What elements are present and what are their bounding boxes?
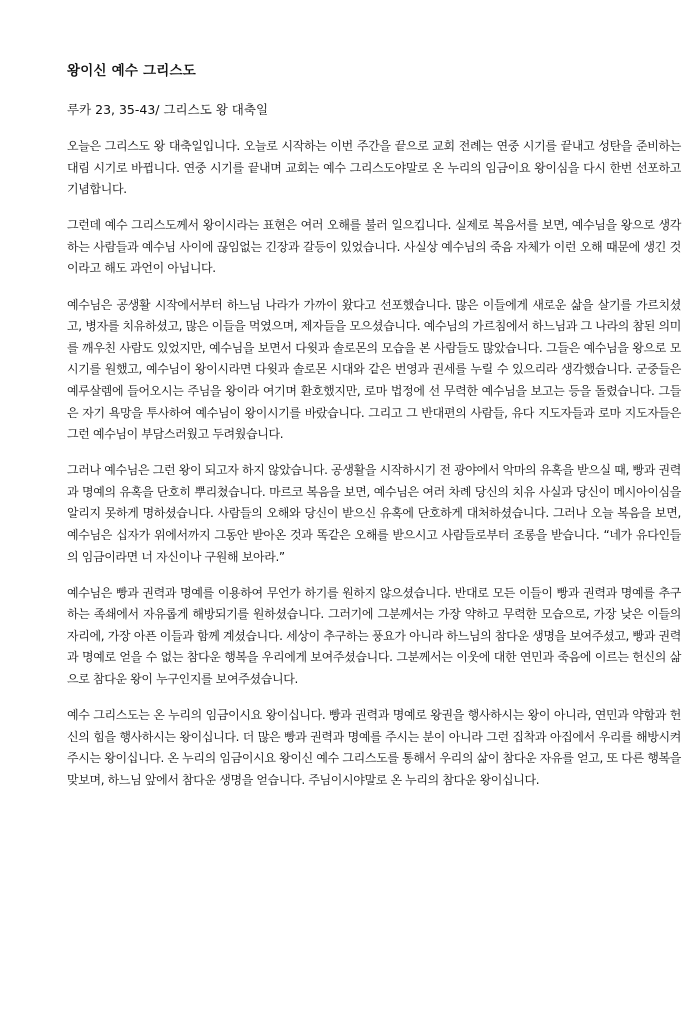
- paragraph-3: 예수님은 공생활 시작에서부터 하느님 나라가 가까이 왔다고 선포했습니다. 많은 이들에게 새로운 삶을 살기를 가르치셨고, 병자를 치유하셨고, 많은 이들을 먹였으며, 제자들을 모으셨습니다. 예수님의 가르침에서 하느님과 그 나라의 참된 의미를 깨우친 사람도 있었지만, 예수님을 보면서 다윗과 솔로몬의 모습을 본 사람들도 많았습니다. 그들은 예수님을 왕으로 모시기를 원했고, 예수님이 왕이시라면 다윗과 솔로몬 시대와 같은 번영과 권세를 누릴 수 있으리라 생각했습니다. 군중들은 예루살렘에 들어오시는 주님을 왕이라 여기며 환호했지만, 로마 법정에 선 무력한 예수님을 보고는 등을 돌렸습니다. 그들은 자기 욕망을 투사하여 예수님이 왕이시기를 바랐습니다. 그리고 그 반대편의 사람들, 유다 지도자들과 로마 지도자들은 그런 예수님이 부담스러웠고 두려웠습니다.: [67, 297, 681, 442]
- document-subtitle: 루카 23, 35-43/ 그리스도 왕 대축일: [67, 102, 269, 117]
- paragraph-5: 예수님은 빵과 권력과 명예를 이용하여 무언가 하기를 원하지 않으셨습니다. 반대로 모든 이들이 빵과 권력과 명예를 추구하는 족쇄에서 자유롭게 해방되기를 원하셨습니다. 그러기에 그분께서는 가장 약하고 무력한 모습으로, 가장 낮은 이들의 자리에, 가장 아픈 이들과 함께 계셨습니다. 세상이 추구하는 풍요가 아니라 하느님의 참다운 생명을 보여주셨고, 빵과 권력과 명예로 얻을 수 없는 참다운 행복을 우리에게 보여주셨습니다. 그분께서는 이웃에 대한 연민과 죽음에 이르는 헌신의 삶으로 참다운 왕이 누구인지를 보여주셨습니다.: [67, 585, 681, 687]
- document-title: 왕이신 예수 그리스도: [67, 63, 196, 79]
- paragraph-4: 그러나 예수님은 그런 왕이 되고자 하지 않았습니다. 공생활을 시작하시기 전 광야에서 악마의 유혹을 받으실 때, 빵과 권력과 명예의 유혹을 단호히 뿌리쳤습니다. 마르코 복음을 보면, 예수님은 여러 차례 당신의 치유 사실과 당신이 메시아이심을 알리지 못하게 명하셨습니다. 사람들의 오해와 당신이 받으신 유혹에 단호하게 대처하셨습니다. 그러나 오늘 복음을 보면, 예수님은 십자가 위에서까지 그동안 받아온 것과 똑같은 오해를 받으시고 사람들로부터 조롱을 받습니다. “네가 유다인들의 임금이라면 너 자신이나 구원해 보아라.”: [67, 463, 681, 564]
- document-page: [67, 62, 681, 806]
- paragraph-1: 오늘은 그리스도 왕 대축일입니다. 오늘로 시작하는 이번 주간을 끝으로 교회 전례는 연중 시기를 끝내고 성탄을 준비하는 대림 시기로 바뀝니다. 연중 시기를 끝내며 교회는 예수 그리스도야말로 온 누리의 임금이요 왕이심을 다시 한번 선포하고 기념합니다.: [67, 139, 681, 197]
- paragraph-6: 예수 그리스도는 온 누리의 임금이시요 왕이십니다. 빵과 권력과 명예로 왕권을 행사하시는 왕이 아니라, 연민과 약함과 헌신의 힘을 행사하시는 왕이십니다. 더 많은 빵과 권력과 명예를 주시는 분이 아니라 그런 집착과 아집에서 우리를 해방시켜 주시는 왕이십니다. 온 누리의 임금이시요 왕이신 예수 그리스도를 통해서 우리의 삶이 참다운 자유를 얻고, 또 다른 행복을 맞보며, 하느님 앞에서 참다운 생명을 얻습니다. 주님이시야말로 온 누리의 참다운 왕이십니다.: [67, 708, 681, 787]
- paragraph-2: 그런데 예수 그리스도께서 왕이시라는 표현은 여러 오해를 불러 일으킵니다. 실제로 복음서를 보면, 예수님을 왕으로 생각하는 사람들과 예수님 사이에 끊임없는 긴장과 갈등이 있었습니다. 사실상 예수님의 죽음 자체가 이런 오해 때문에 생긴 것이라고 해도 과언이 아닙니다.: [67, 218, 681, 276]
